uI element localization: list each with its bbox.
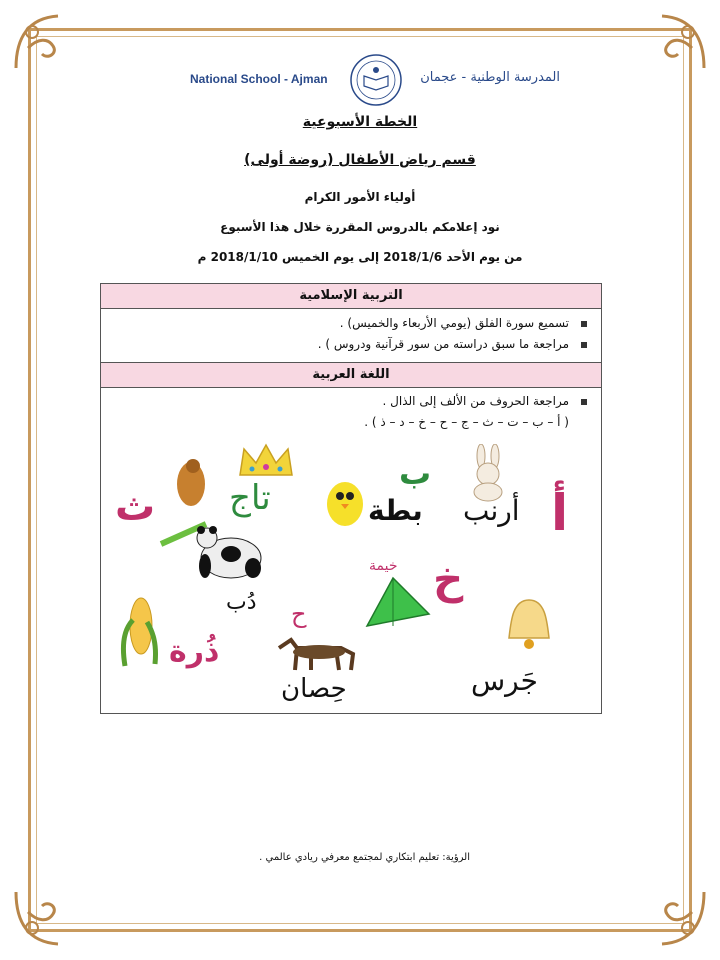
greeting: أولياء الأمور الكرام: [304, 190, 416, 204]
bell-icon: [499, 596, 559, 658]
word-dubb: دُب: [226, 590, 257, 615]
bullet-icon: [581, 399, 587, 405]
letter-ba: ب: [399, 454, 432, 492]
islamic-section-heading: التربية الإسلامية: [101, 284, 601, 309]
chick-icon: [323, 472, 367, 528]
word-dhura: ذُرة: [169, 634, 220, 669]
panda-icon: [191, 524, 273, 586]
letter-kha: خ: [433, 554, 464, 603]
bullet-icon: [581, 321, 587, 327]
school-header: [180, 50, 560, 110]
vision-footer: الرؤية: تعليم ابتكاري لمجتمع معرفي ريادي عالمي .: [259, 852, 470, 863]
intro-text: نود إعلامكم بالدروس المقررة خلال هذا الأسبوع: [220, 220, 500, 234]
word-jaras: جَرس: [471, 664, 538, 697]
corner-ornament-icon: [8, 8, 78, 78]
word-arnab: أرنب: [463, 494, 520, 527]
corner-ornament-icon: [642, 882, 712, 952]
date-range: من يوم الأحد 2018/1/6 إلى يوم الخميس 2018/1/10 م: [197, 250, 523, 264]
school-logo-icon: [348, 52, 404, 108]
crown-icon: [236, 441, 296, 481]
corner-ornament-icon: [642, 8, 712, 78]
school-name-english: National School - Ajman: [190, 72, 328, 86]
school-name-arabic: المدرسة الوطنية - عجمان: [420, 70, 560, 85]
letter-ha: ح: [291, 600, 307, 628]
bullet-icon: [581, 342, 587, 348]
weekly-plan-title: الخطة الأسبوعية: [302, 114, 418, 130]
word-hisan: حِصان: [281, 674, 347, 704]
word-batta: بطة: [368, 494, 423, 527]
horse-icon: [271, 634, 361, 674]
letter-tha: ث: [115, 484, 156, 530]
letter-alif: أ: [551, 484, 569, 542]
word-khayma: خيمة: [369, 558, 398, 574]
word-taj: تاج: [229, 478, 271, 518]
arabic-section-heading: اللغة العربية: [101, 362, 601, 388]
tent-icon: [363, 574, 433, 630]
department-title: قسم رياض الأطفال (روضة أولى): [244, 152, 476, 168]
list-item: تسميع سورة الفلق (يومي الأربعاء والخميس) .: [117, 316, 587, 330]
letters-list: ( أ – ب – ت – ث – ج – ح – خ – د – ذ ) .: [364, 415, 569, 429]
corn-icon: [111, 592, 165, 668]
list-item: مراجعة الحروف من الألف إلى الذال .: [117, 394, 587, 408]
corner-ornament-icon: [8, 882, 78, 952]
list-item: مراجعة ما سبق دراسته من سور قرآنية ودروس ) .: [117, 337, 587, 351]
lessons-table: [100, 283, 602, 714]
